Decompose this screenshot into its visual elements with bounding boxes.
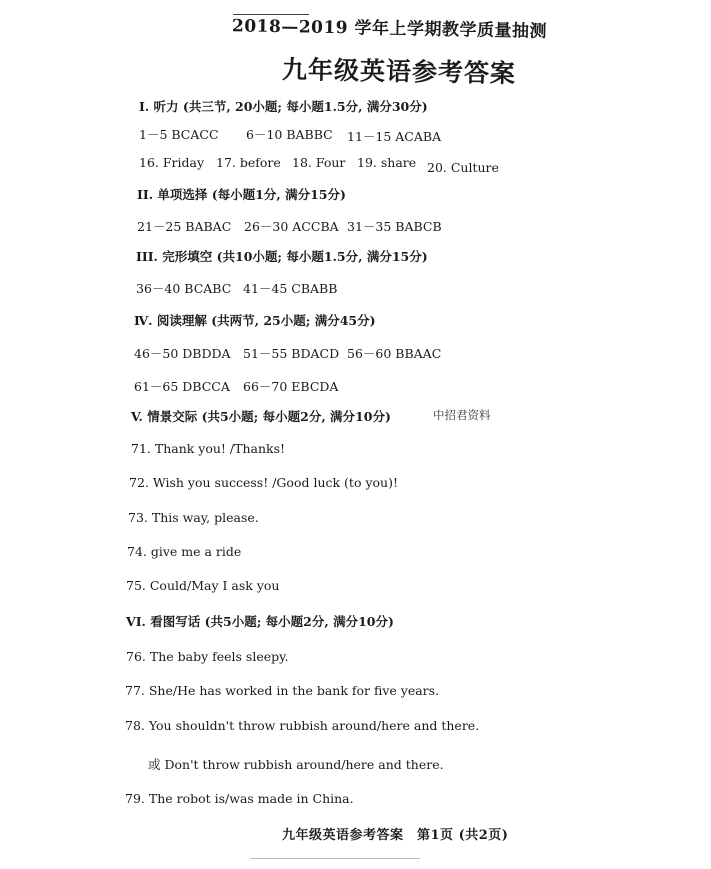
section-5-heading: V. 情景交际 (共5小题; 每小题2分, 满分10分) <box>131 409 391 424</box>
section-3-heading: III. 完形填空 (共10小题; 每小题1.5分, 满分15分) <box>136 249 428 264</box>
answer-range: 31－35 BABCB <box>347 219 442 234</box>
answer-range: 6－10 BABBC <box>246 127 333 142</box>
answer-item: 18. Four <box>292 155 346 170</box>
page-title: 九年级英语参考答案 <box>281 54 517 89</box>
answer-range: 21－25 BABAC <box>137 219 232 234</box>
answer-sentence: 77. She/He has worked in the bank for five years. <box>125 683 440 698</box>
page-footer: 九年级英语参考答案 第1页 (共2页) <box>282 828 509 843</box>
watermark-text: 中招君资料 <box>433 408 491 422</box>
answer-sentence: 73. This way, please. <box>128 510 259 525</box>
answer-sentence: 76. The baby feels sleepy. <box>126 649 289 664</box>
answer-item: 19. share <box>357 155 417 170</box>
answer-range: 66－70 EBCDA <box>243 379 339 394</box>
answer-sentence: 74. give me a ride <box>127 544 242 559</box>
answer-sentence-alt: 或 Don't throw rubbish around/here and there. <box>148 757 444 772</box>
answer-item: 20. Culture <box>427 160 499 175</box>
answer-sentence: 78. You shouldn't throw rubbish around/here and there. <box>125 718 480 733</box>
answer-sentence: 71. Thank you! /Thanks! <box>131 441 286 456</box>
answer-range: 56－60 BBAAC <box>347 346 442 361</box>
answer-range: 46－50 DBDDA <box>134 346 231 361</box>
answer-sentence: 79. The robot is/was made in China. <box>125 791 354 806</box>
answer-range: 41－45 CBABB <box>243 281 338 296</box>
answer-item: 16. Friday <box>139 155 205 170</box>
bottom-rule <box>250 858 420 859</box>
answer-range: 36－40 BCABC <box>136 281 232 296</box>
section-4-heading: Ⅳ. 阅读理解 (共两节, 25小题; 满分45分) <box>134 313 376 328</box>
answer-item: 17. before <box>216 155 281 170</box>
answer-sentence: 75. Could/May I ask you <box>126 578 280 593</box>
answer-range: 26－30 ACCBA <box>244 219 339 234</box>
section-2-heading: II. 单项选择 (每小题1分, 满分15分) <box>137 187 346 202</box>
answer-range: 11－15 ACABA <box>347 129 442 144</box>
answer-sentence: 72. Wish you success! /Good luck (to you)! <box>129 475 398 490</box>
section-1-heading: I. 听力 (共三节, 20小题; 每小题1.5分, 满分30分) <box>139 99 428 114</box>
section-6-heading: VI. 看图写话 (共5小题; 每小题2分, 满分10分) <box>126 614 394 629</box>
answer-range: 61－65 DBCCA <box>134 379 230 394</box>
exam-header: 2018—2019 学年上学期教学质量抽测 <box>231 16 548 42</box>
answer-range: 1－5 BCACC <box>139 127 219 142</box>
answer-range: 51－55 BDACD <box>243 346 340 361</box>
